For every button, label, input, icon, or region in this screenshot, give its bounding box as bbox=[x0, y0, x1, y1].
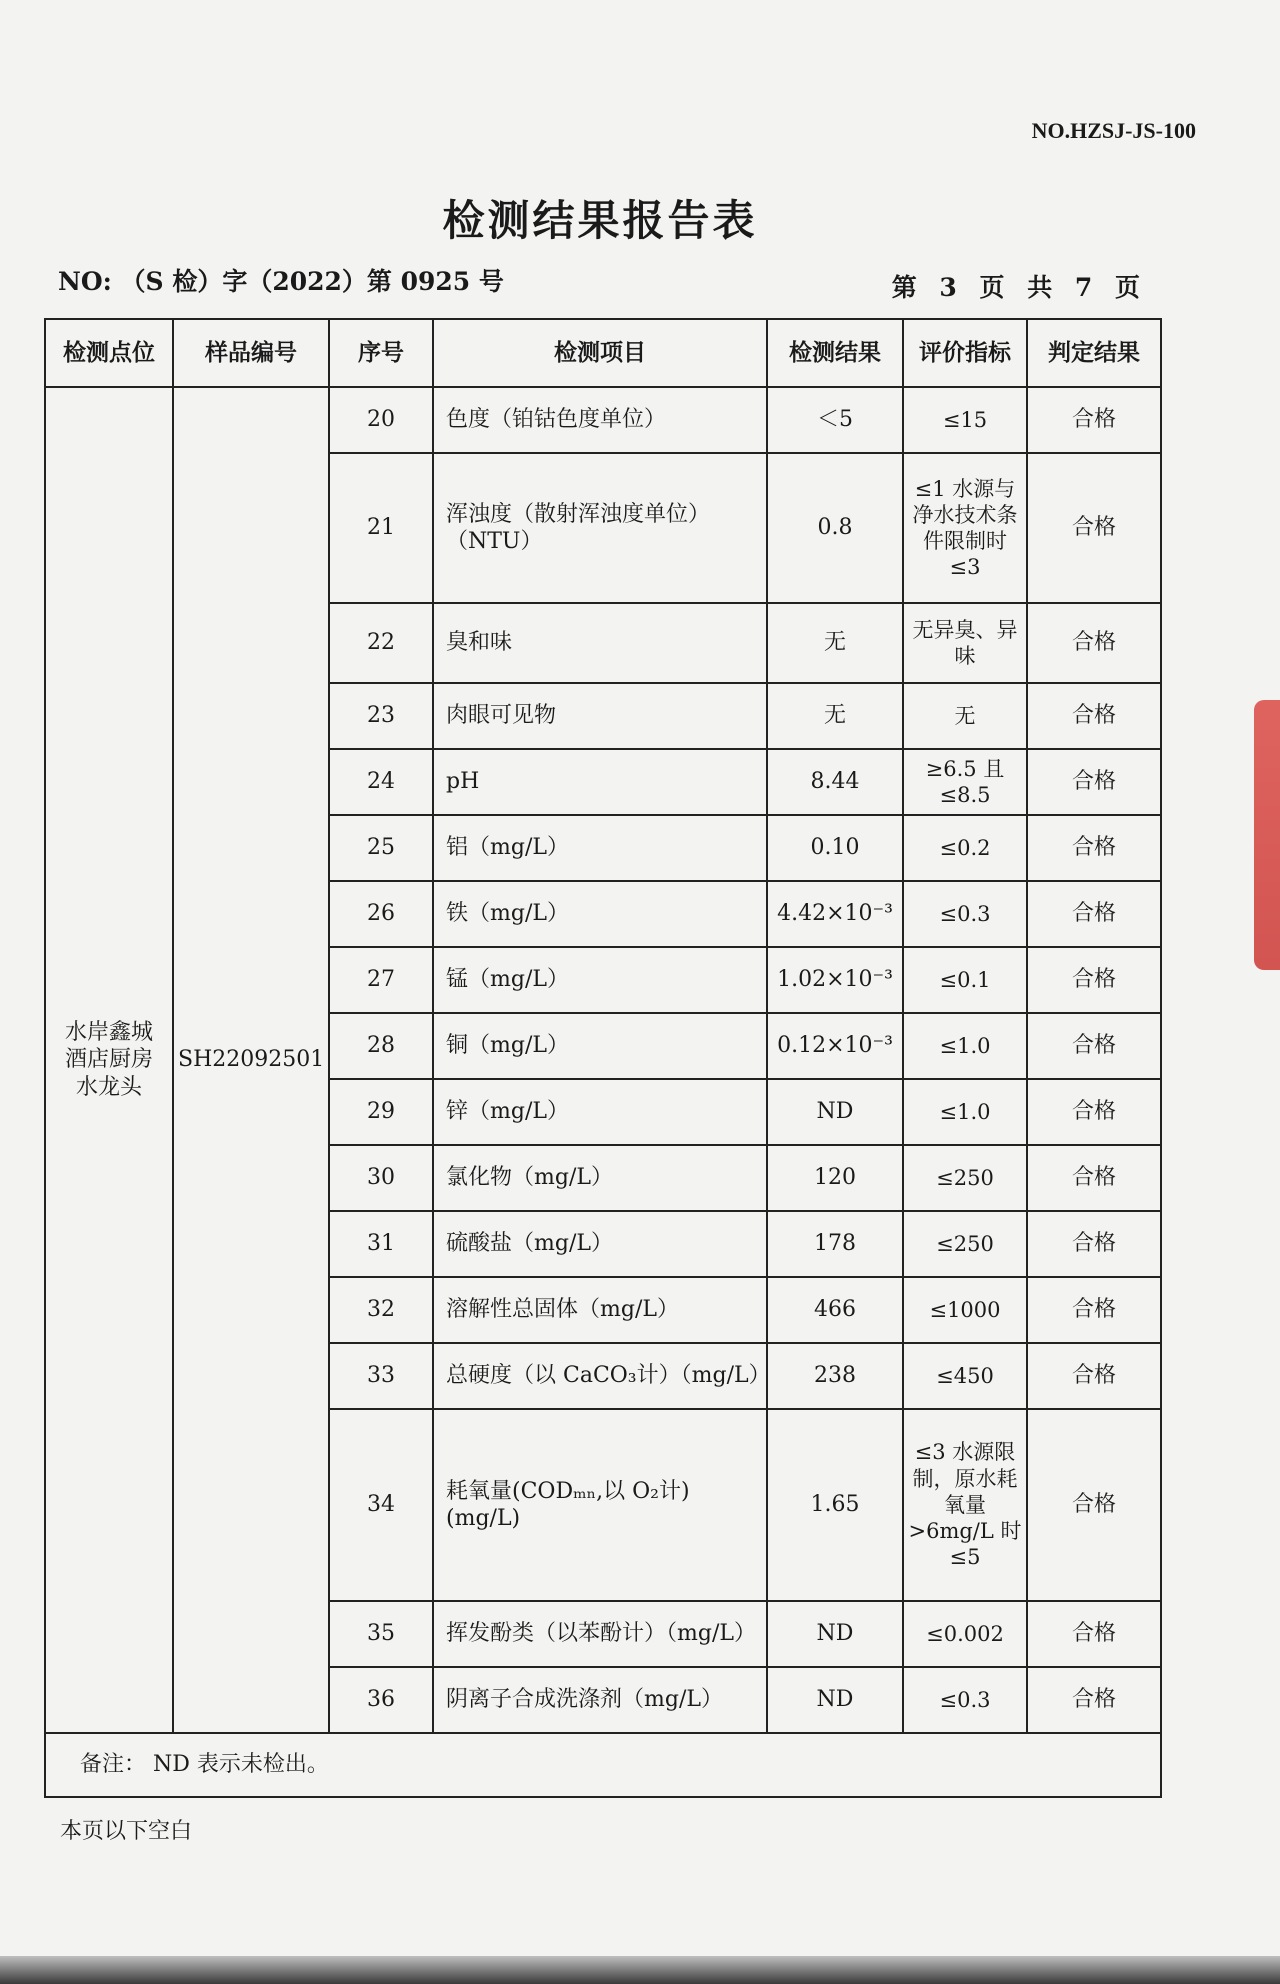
item-cell: 铜（mg/L） bbox=[433, 1013, 767, 1079]
verdict-cell: 合格 bbox=[1027, 1343, 1161, 1409]
standard-cell: 无 bbox=[903, 683, 1027, 749]
standard-cell: ≤0.3 bbox=[903, 1667, 1027, 1733]
verdict-cell: 合格 bbox=[1027, 1079, 1161, 1145]
verdict-cell: 合格 bbox=[1027, 1145, 1161, 1211]
seq-cell: 27 bbox=[329, 947, 433, 1013]
item-cell: 总硬度（以 CaCO₃计）（mg/L） bbox=[433, 1343, 767, 1409]
item-cell: 氯化物（mg/L） bbox=[433, 1145, 767, 1211]
item-cell: 铁（mg/L） bbox=[433, 881, 767, 947]
standard-cell: ≤1.0 bbox=[903, 1013, 1027, 1079]
result-cell: ＜5 bbox=[767, 387, 903, 453]
location-cell: 水岸鑫城酒店厨房水龙头 bbox=[45, 387, 173, 1733]
result-cell: 238 bbox=[767, 1343, 903, 1409]
col-header-location: 检测点位 bbox=[45, 319, 173, 387]
verdict-cell: 合格 bbox=[1027, 683, 1161, 749]
seq-cell: 36 bbox=[329, 1667, 433, 1733]
item-cell: 肉眼可见物 bbox=[433, 683, 767, 749]
item-cell: 锌（mg/L） bbox=[433, 1079, 767, 1145]
verdict-cell: 合格 bbox=[1027, 1409, 1161, 1601]
results-table bbox=[44, 318, 1162, 1798]
standard-cell: ≤1000 bbox=[903, 1277, 1027, 1343]
verdict-cell: 合格 bbox=[1027, 815, 1161, 881]
item-cell: 挥发酚类（以苯酚计）（mg/L） bbox=[433, 1601, 767, 1667]
seq-cell: 26 bbox=[329, 881, 433, 947]
standard-cell: ≤3 水源限制，原水耗氧量>6mg/L 时≤5 bbox=[903, 1409, 1027, 1601]
col-header-standard: 评价指标 bbox=[903, 319, 1027, 387]
seq-cell: 21 bbox=[329, 453, 433, 603]
result-cell: 0.8 bbox=[767, 453, 903, 603]
note-row bbox=[45, 1733, 1161, 1797]
result-cell: 无 bbox=[767, 683, 903, 749]
seq-cell: 25 bbox=[329, 815, 433, 881]
report-number: NO: （S 检）字（2022）第 0925 号 bbox=[58, 267, 504, 296]
verdict-cell: 合格 bbox=[1027, 1277, 1161, 1343]
col-header-result: 检测结果 bbox=[767, 319, 903, 387]
seq-cell: 34 bbox=[329, 1409, 433, 1601]
verdict-cell: 合格 bbox=[1027, 453, 1161, 603]
seq-cell: 32 bbox=[329, 1277, 433, 1343]
result-cell: 466 bbox=[767, 1277, 903, 1343]
seq-cell: 30 bbox=[329, 1145, 433, 1211]
result-cell: 1.02×10⁻³ bbox=[767, 947, 903, 1013]
blank-below-note: 本页以下空白 bbox=[60, 1819, 193, 1844]
item-cell: 铝（mg/L） bbox=[433, 815, 767, 881]
verdict-cell: 合格 bbox=[1027, 603, 1161, 683]
col-header-item: 检测项目 bbox=[433, 319, 767, 387]
item-cell: pH bbox=[433, 749, 767, 815]
verdict-cell: 合格 bbox=[1027, 387, 1161, 453]
seq-cell: 31 bbox=[329, 1211, 433, 1277]
verdict-cell: 合格 bbox=[1027, 749, 1161, 815]
seq-cell: 35 bbox=[329, 1601, 433, 1667]
result-cell: 0.12×10⁻³ bbox=[767, 1013, 903, 1079]
table-row bbox=[45, 387, 1161, 453]
result-cell: ND bbox=[767, 1601, 903, 1667]
page-info: 第 3 页 共 7 页 bbox=[891, 273, 1140, 302]
seq-cell: 33 bbox=[329, 1343, 433, 1409]
result-cell: 1.65 bbox=[767, 1409, 903, 1601]
header-row bbox=[45, 319, 1161, 387]
verdict-cell: 合格 bbox=[1027, 1013, 1161, 1079]
seq-cell: 28 bbox=[329, 1013, 433, 1079]
verdict-cell: 合格 bbox=[1027, 947, 1161, 1013]
page-edge-shadow bbox=[0, 1956, 1280, 1984]
seq-cell: 22 bbox=[329, 603, 433, 683]
note: 备注： ND 表示未检出。 bbox=[45, 1733, 1161, 1797]
result-cell: 无 bbox=[767, 603, 903, 683]
item-cell: 臭和味 bbox=[433, 603, 767, 683]
standard-cell: ≤250 bbox=[903, 1145, 1027, 1211]
result-cell: ND bbox=[767, 1079, 903, 1145]
standard-cell: ≤0.2 bbox=[903, 815, 1027, 881]
document-number: NO.HZSJ-JS-100 bbox=[1031, 118, 1196, 143]
item-cell: 浑浊度（散射浑浊度单位）（NTU） bbox=[433, 453, 767, 603]
result-cell: 178 bbox=[767, 1211, 903, 1277]
stamp-edge bbox=[1254, 700, 1280, 970]
item-cell: 锰（mg/L） bbox=[433, 947, 767, 1013]
seq-cell: 29 bbox=[329, 1079, 433, 1145]
item-cell: 溶解性总固体（mg/L） bbox=[433, 1277, 767, 1343]
standard-cell: 无异臭、异味 bbox=[903, 603, 1027, 683]
sample-id-cell: SH22092501 bbox=[173, 387, 329, 1733]
standard-cell: ≤0.002 bbox=[903, 1601, 1027, 1667]
col-header-verdict: 判定结果 bbox=[1027, 319, 1161, 387]
seq-cell: 24 bbox=[329, 749, 433, 815]
verdict-cell: 合格 bbox=[1027, 1211, 1161, 1277]
col-header-sample-id: 样品编号 bbox=[173, 319, 329, 387]
standard-cell: ≤1 水源与净水技术条件限制时≤3 bbox=[903, 453, 1027, 603]
result-cell: 120 bbox=[767, 1145, 903, 1211]
col-header-seq: 序号 bbox=[329, 319, 433, 387]
page-title: 检测结果报告表 bbox=[442, 196, 758, 245]
standard-cell: ≤450 bbox=[903, 1343, 1027, 1409]
seq-cell: 23 bbox=[329, 683, 433, 749]
item-cell: 耗氧量(CODₘₙ,以 O₂计)(mg/L) bbox=[433, 1409, 767, 1601]
result-cell: 4.42×10⁻³ bbox=[767, 881, 903, 947]
verdict-cell: 合格 bbox=[1027, 1667, 1161, 1733]
item-cell: 色度（铂钴色度单位） bbox=[433, 387, 767, 453]
item-cell: 硫酸盐（mg/L） bbox=[433, 1211, 767, 1277]
standard-cell: ≥6.5 且≤8.5 bbox=[903, 749, 1027, 815]
item-cell: 阴离子合成洗涤剂（mg/L） bbox=[433, 1667, 767, 1733]
standard-cell: ≤0.1 bbox=[903, 947, 1027, 1013]
standard-cell: ≤15 bbox=[903, 387, 1027, 453]
seq-cell: 20 bbox=[329, 387, 433, 453]
result-cell: 8.44 bbox=[767, 749, 903, 815]
result-cell: 0.10 bbox=[767, 815, 903, 881]
standard-cell: ≤1.0 bbox=[903, 1079, 1027, 1145]
verdict-cell: 合格 bbox=[1027, 1601, 1161, 1667]
standard-cell: ≤0.3 bbox=[903, 881, 1027, 947]
result-cell: ND bbox=[767, 1667, 903, 1733]
verdict-cell: 合格 bbox=[1027, 881, 1161, 947]
standard-cell: ≤250 bbox=[903, 1211, 1027, 1277]
